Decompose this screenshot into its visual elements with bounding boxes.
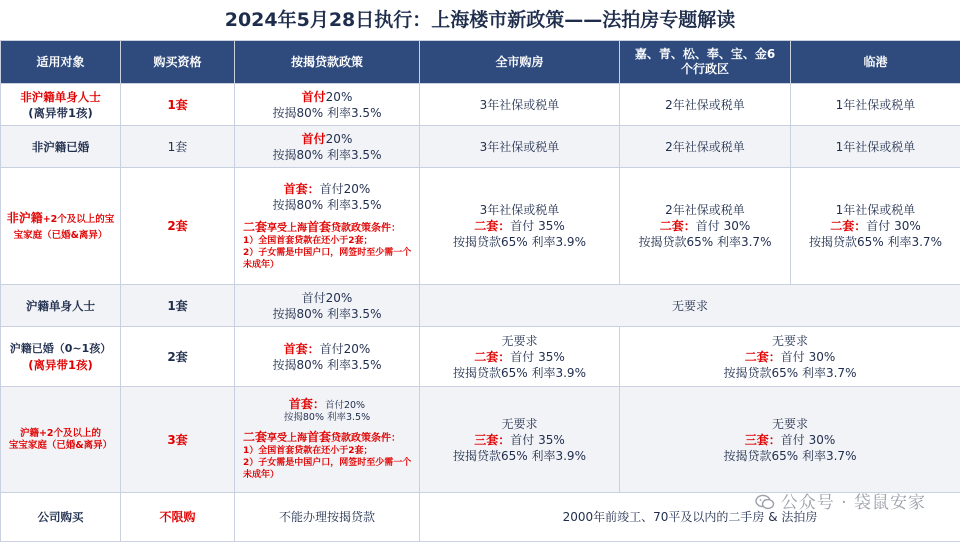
lingang-cell: 1年社保或税单 二套：首付 30% 按揭贷款65% 利率3.7% [791,168,960,285]
target-cell: 沪籍+2个及以上的 宝宝家庭（已婚&离异） [1,387,121,493]
target-cell: 非沪籍已婚 [1,126,121,168]
watermark-text: 公众号 · 袋鼠安家 [781,493,926,513]
qualification-cell: 1套 [121,84,235,126]
loan-cell: 首付20% 按揭80% 利率3.5% [235,84,420,126]
city-cell: 3年社保或税单 二套：首付 35% 按揭贷款65% 利率3.9% [420,168,620,285]
loan-cell: 不能办理按揭贷款 [235,493,420,542]
city-cell: 3年社保或税单 [420,126,620,168]
other-districts-cell: 无要求 二套：首付 30% 按揭贷款65% 利率3.7% [620,327,960,387]
wechat-icon [755,494,775,510]
target-cell: 沪籍单身人士 [1,285,121,327]
qualification-cell: 2套 [121,168,235,285]
table-row [1,387,960,493]
header-six-districts: 嘉、青、松、奉、宝、金6个行政区 [620,41,791,84]
loan-cell: 首付20% 按揭80% 利率3.5% [235,285,420,327]
other-districts-cell: 无要求 三套：首付 30% 按揭贷款65% 利率3.7% [620,387,960,493]
lingang-cell: 1年社保或税单 [791,126,960,168]
no-requirement-cell: 无要求 [420,285,960,327]
header-loan-policy: 按揭贷款政策 [235,41,420,84]
lingang-cell: 1年社保或税单 [791,84,960,126]
qualification-cell: 1套 [121,285,235,327]
table-row [1,168,960,285]
qualification-cell: 3套 [121,387,235,493]
company-scope-cell: 2000年前竣工、70平及以内的二手房 & 法拍房 [420,493,960,542]
city-cell: 无要求 三套：首付 35% 按揭贷款65% 利率3.9% [420,387,620,493]
table-row [1,327,960,387]
table-row [1,285,960,327]
target-cell: 公司购买 [1,493,121,542]
six-district-cell: 2年社保或税单 [620,126,791,168]
target-cell: 非沪籍单身人士 (离异带1孩) [1,84,121,126]
loan-cell: 首套：首付20% 按揭80% 利率3.5% [235,327,420,387]
page-title: 2024年5月28日执行：上海楼市新政策——法拍房专题解读 [0,0,960,40]
six-district-cell: 2年社保或税单 二套：首付 30% 按揭贷款65% 利率3.7% [620,168,791,285]
header-target: 适用对象 [1,41,121,84]
table-header-row [1,41,960,84]
loan-cell: 首套：首付20% 按揭80% 利率3.5% 二套享受上海首套贷款政策条件： 1）全国首套贷款在还小于2套； 2）子女需是中国户口，网签时至少需一个未成年） [235,168,420,285]
table-row [1,126,960,168]
watermark [755,488,926,513]
qualification-cell: 2套 [121,327,235,387]
qualification-cell: 1套 [121,126,235,168]
target-cell: 非沪籍+2个及以上的宝宝家庭（已婚&离异） [1,168,121,285]
city-cell: 3年社保或税单 [420,84,620,126]
loan-cell: 首付20% 按揭80% 利率3.5% [235,126,420,168]
city-cell: 无要求 二套：首付 35% 按揭贷款65% 利率3.9% [420,327,620,387]
target-cell: 沪籍已婚（0~1孩） (离异带1孩) [1,327,121,387]
policy-table [0,40,960,542]
second-home-conditions: 二套享受上海首套贷款政策条件： 1）全国首套贷款在还小于2套； 2）子女需是中国户口，网签时至少需一个未成年） [237,431,417,481]
loan-cell: 首套：首付20% 按揭80% 利率3.5% 二套享受上海首套贷款政策条件： 1）全国首套贷款在还小于2套； 2）子女需是中国户口，网签时至少需一个未成年） [235,387,420,493]
six-district-cell: 2年社保或税单 [620,84,791,126]
header-city-wide: 全市购房 [420,41,620,84]
second-home-conditions: 二套享受上海首套贷款政策条件： 1）全国首套贷款在还小于2套； 2）子女需是中国户口，网签时至少需一个未成年） [237,221,417,271]
table-row [1,84,960,126]
header-qualification: 购买资格 [121,41,235,84]
header-lingang: 临港 [791,41,960,84]
qualification-cell: 不限购 [121,493,235,542]
